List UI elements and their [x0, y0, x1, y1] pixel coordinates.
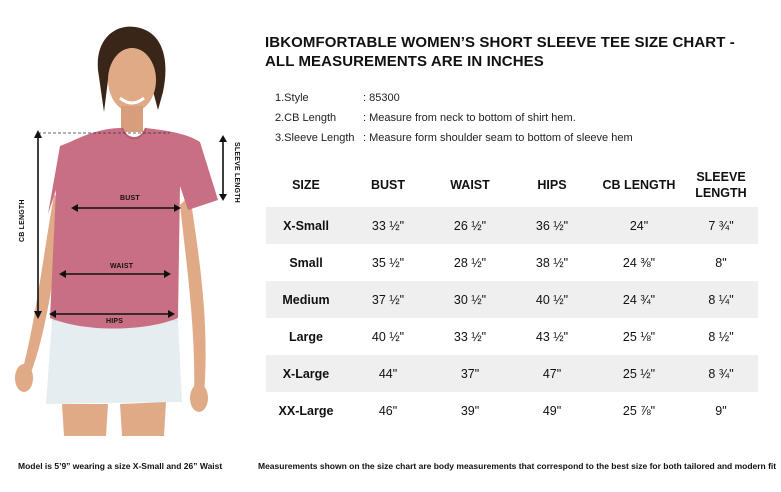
spec-key: 3.Sleeve Length: [275, 132, 355, 144]
cell-hips: 47": [510, 355, 594, 392]
spec-value: : 85300: [363, 92, 400, 104]
cell-hips: 49": [542, 403, 562, 418]
table-row: [266, 392, 758, 429]
header-waist: WAIST: [450, 178, 490, 192]
cell-bust: 33 ½": [346, 207, 430, 244]
sleeve-length-label: SLEEVE LENGTH: [233, 142, 240, 203]
cell-waist: 37": [430, 355, 510, 392]
table-row: [266, 207, 758, 244]
cell-sleeve-length: 8 ¼": [684, 281, 758, 318]
cell-hips: 38 ½": [535, 255, 569, 270]
cell-sleeve-length: 9": [715, 403, 727, 418]
cell-waist: 26 ½": [430, 207, 510, 244]
spec-value: : Measure form shoulder seam to bottom of sleeve hem: [363, 132, 633, 144]
cell-sleeve-length: 7 ¾": [684, 207, 758, 244]
cell-cb-length: 24 ⅜": [622, 255, 656, 270]
table-row: [266, 281, 758, 318]
spec-list: [275, 88, 633, 148]
cell-size: X-Small: [266, 207, 346, 244]
spec-row-cb-length: [275, 108, 633, 128]
header-bust: BUST: [370, 178, 406, 192]
cell-size: Small: [289, 255, 323, 270]
hips-label: HIPS: [106, 318, 124, 325]
cell-sleeve-length: 8 ¾": [684, 355, 758, 392]
cell-hips: 40 ½": [510, 281, 594, 318]
cell-waist: 28 ½": [453, 255, 487, 270]
spec-key: 2.CB Length: [275, 112, 337, 124]
cell-bust: 44": [346, 355, 430, 392]
cell-hips: 43 ½": [535, 329, 569, 344]
waist-label: WAIST: [110, 263, 134, 270]
spec-row-sleeve-length: [275, 128, 633, 148]
cell-size: XX-Large: [278, 403, 334, 418]
cell-waist: 33 ½": [453, 329, 487, 344]
size-chart-table: [266, 163, 758, 429]
cell-cb-length: 24 ¾": [594, 281, 684, 318]
cell-size: X-Large: [266, 355, 346, 392]
cell-cb-length: 25 ½": [594, 355, 684, 392]
table-row: [266, 355, 758, 392]
cell-hips: 36 ½": [510, 207, 594, 244]
footer-note: Measurements shown on the size chart are body measurements that correspond to the best size for both tailored and modern fit: [258, 461, 777, 471]
cell-size: Medium: [266, 281, 346, 318]
table-header-row: [266, 163, 758, 207]
table-row: [266, 318, 758, 355]
cell-size: Large: [288, 329, 324, 344]
model-note: Model is 5’9” wearing a size X-Small and 26” Waist: [18, 461, 223, 471]
cell-bust: 40 ½": [371, 329, 405, 344]
spec-key: 1.Style: [275, 92, 309, 104]
spec-row-style: [275, 88, 633, 108]
cell-cb-length: 24": [594, 207, 684, 244]
spec-value: : Measure from neck to bottom of shirt hem.: [363, 112, 576, 124]
cb-length-label: CB LENGTH: [19, 199, 26, 242]
bust-label: BUST: [120, 195, 140, 202]
cell-waist: 39": [460, 403, 480, 418]
header-sleeve-length: SLEEVE LENGTH: [695, 170, 747, 200]
header-cb-length: CB LENGTH: [602, 178, 676, 192]
page-title: IBKOMFORTABLE WOMEN’S SHORT SLEEVE TEE SIZE CHART - ALL MEASUREMENTS ARE IN INCHES: [265, 34, 735, 70]
model-illustration: [0, 0, 250, 455]
cell-waist: 30 ½": [430, 281, 510, 318]
cell-bust: 37 ½": [346, 281, 430, 318]
header-hips: HIPS: [537, 178, 567, 192]
cell-sleeve-length: 8": [715, 255, 727, 270]
cell-bust: 46": [378, 403, 398, 418]
table-row: [266, 244, 758, 281]
cell-cb-length: 25 ⅛": [622, 329, 656, 344]
model-figure: [0, 0, 250, 455]
cell-cb-length: 25 ⅞": [622, 403, 656, 418]
cell-sleeve-length: 8 ½": [708, 329, 734, 344]
header-size: SIZE: [292, 178, 320, 192]
cell-bust: 35 ½": [371, 255, 405, 270]
